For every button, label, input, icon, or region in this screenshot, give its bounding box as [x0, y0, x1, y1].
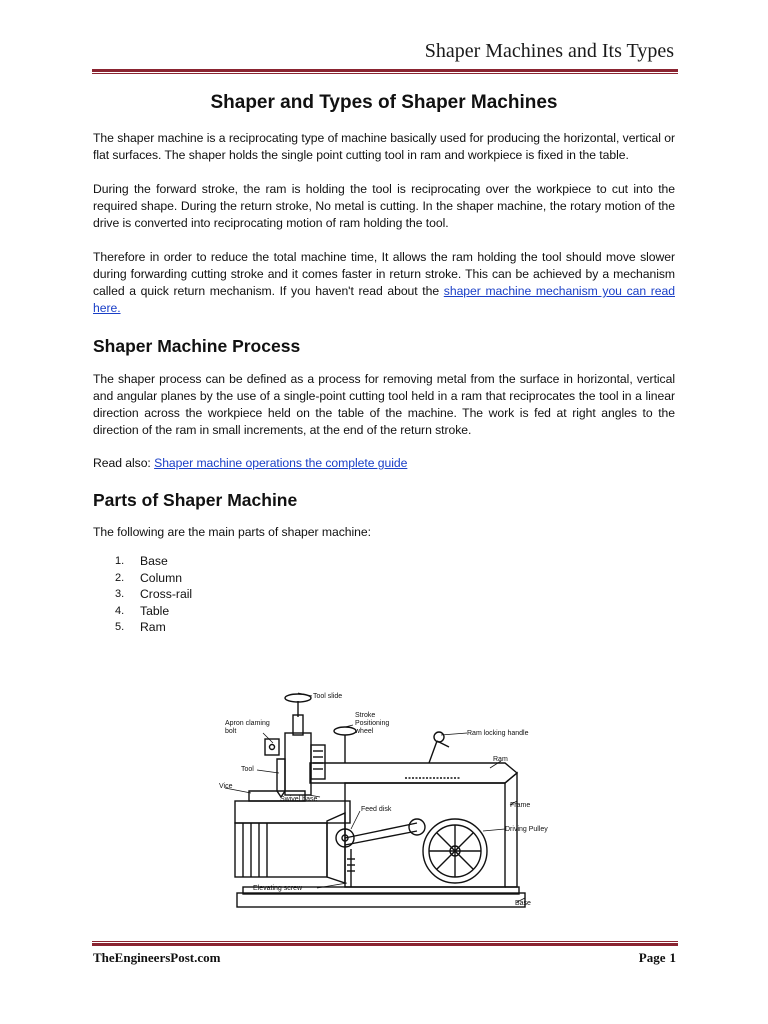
- footer-page-value: 1: [669, 950, 676, 965]
- intro-paragraph-3: [93, 249, 675, 317]
- footer-rule-thin: [92, 941, 678, 942]
- footer-page-label: Page: [638, 950, 666, 965]
- footer-page-number: [635, 950, 676, 966]
- label-elevating-screw: Elevating screw: [253, 885, 303, 892]
- label-tool-slide: Tool slide: [313, 693, 343, 700]
- running-header-title: Shaper Machines and Its Types: [424, 40, 674, 62]
- list-item-number: 5.: [115, 621, 125, 633]
- intro-paragraph-1: The shaper machine is a reciprocating type of machine basically used for producing the horizontal, vertical or flat surfaces. The shaper holds the single point cutting tool in ram and workpiece is fixed in the table.: [93, 131, 675, 162]
- list-item-number: 3.: [115, 588, 125, 600]
- list-item: [93, 570, 675, 587]
- label-base: Base: [515, 900, 531, 907]
- header-rule-thick: [92, 69, 678, 72]
- list-item-label: Base: [140, 554, 168, 568]
- parts-list: [93, 553, 675, 636]
- list-item: [93, 603, 675, 620]
- header-rule-thin: [92, 73, 678, 74]
- frame-shape: [345, 783, 505, 887]
- list-item-label: Cross-rail: [140, 587, 193, 601]
- section-heading-parts: Parts of Shaper Machine: [93, 490, 298, 510]
- label-tool: Tool: [241, 766, 254, 773]
- list-item-number: 4.: [115, 604, 125, 617]
- section-heading-process: Shaper Machine Process: [93, 336, 301, 356]
- label-apron-1: Apron claming: [225, 720, 270, 727]
- label-swivel-base: Swivel base: [280, 796, 318, 803]
- list-item-label: Table: [140, 603, 170, 618]
- label-ram-locking-handle: Ram locking handle: [467, 730, 529, 737]
- label-stroke: Stroke: [355, 712, 376, 719]
- document-body: [93, 90, 675, 636]
- label-driving-pulley: Driving Pulley: [505, 826, 548, 833]
- label-ram: Ram: [493, 756, 508, 763]
- process-paragraph: The shaper process can be defined as a process for removing metal from the surface in horizontal, vertical and angular planes by the use of a single-point cutting tool held in a ram that reciprocates the tool in a linear direction across the workpiece held on the table of the machine. The work is fed at right angles to the direction of the ram in small increments, at the end of the return stroke.: [93, 372, 675, 437]
- parts-intro: The following are the main parts of shaper machine:: [93, 525, 371, 539]
- page-title: Shaper and Types of Shaper Machines: [210, 92, 558, 113]
- footer-rule-thick: [92, 943, 678, 946]
- read-also-label: Read also:: [93, 456, 155, 470]
- label-wheel: wheel: [355, 728, 374, 735]
- intro-paragraph-3-text: Therefore in order to reduce the total machine time, It allows the ram holding the tool should move slower during forwarding cutting stroke and it comes faster in return stroke. This can be achieved by a mechanism called a quick return mechanism. If you haven't read about the: [93, 250, 675, 298]
- cross-rail-shape: [235, 801, 350, 823]
- shaper-machine-drawing: [205, 673, 548, 925]
- list-item-number: 1.: [115, 555, 125, 567]
- label-positioning: Positioning: [355, 720, 390, 727]
- list-item-label: Ram: [140, 620, 166, 634]
- label-feed-disk: Feed disk: [361, 806, 392, 813]
- footer-site-name: TheEngineersPost.com: [93, 950, 221, 965]
- shaper-machine-diagram: [205, 673, 548, 925]
- ram-shape: [310, 763, 517, 783]
- label-vice: Vice: [219, 783, 233, 790]
- label-apron-2: bolt: [225, 728, 237, 735]
- tool-head-shape: [285, 733, 311, 795]
- base-shape: [237, 893, 525, 907]
- intro-paragraph-2: During the forward stroke, the ram is holding the tool is reciprocating over the workpiece to cut into the required shape. During the return stroke, No metal is cutting. In the shaper machine, the rotary motion of the drive is converted into reciprocating motion of ram holding the tool.: [93, 182, 675, 230]
- read-also-line: [93, 455, 675, 472]
- list-item: [93, 553, 675, 570]
- list-item: [93, 586, 675, 603]
- shaper-operations-link[interactable]: Shaper machine operations the complete guide: [154, 456, 408, 470]
- list-item-label: Column: [140, 570, 182, 585]
- list-item: [93, 619, 675, 636]
- list-item-number: 2.: [115, 571, 125, 584]
- quick-return-mechanism-link[interactable]: shaper machine mechanism you can read here.: [93, 284, 675, 315]
- table-shape: [235, 823, 327, 877]
- label-frame: Frame: [510, 802, 531, 809]
